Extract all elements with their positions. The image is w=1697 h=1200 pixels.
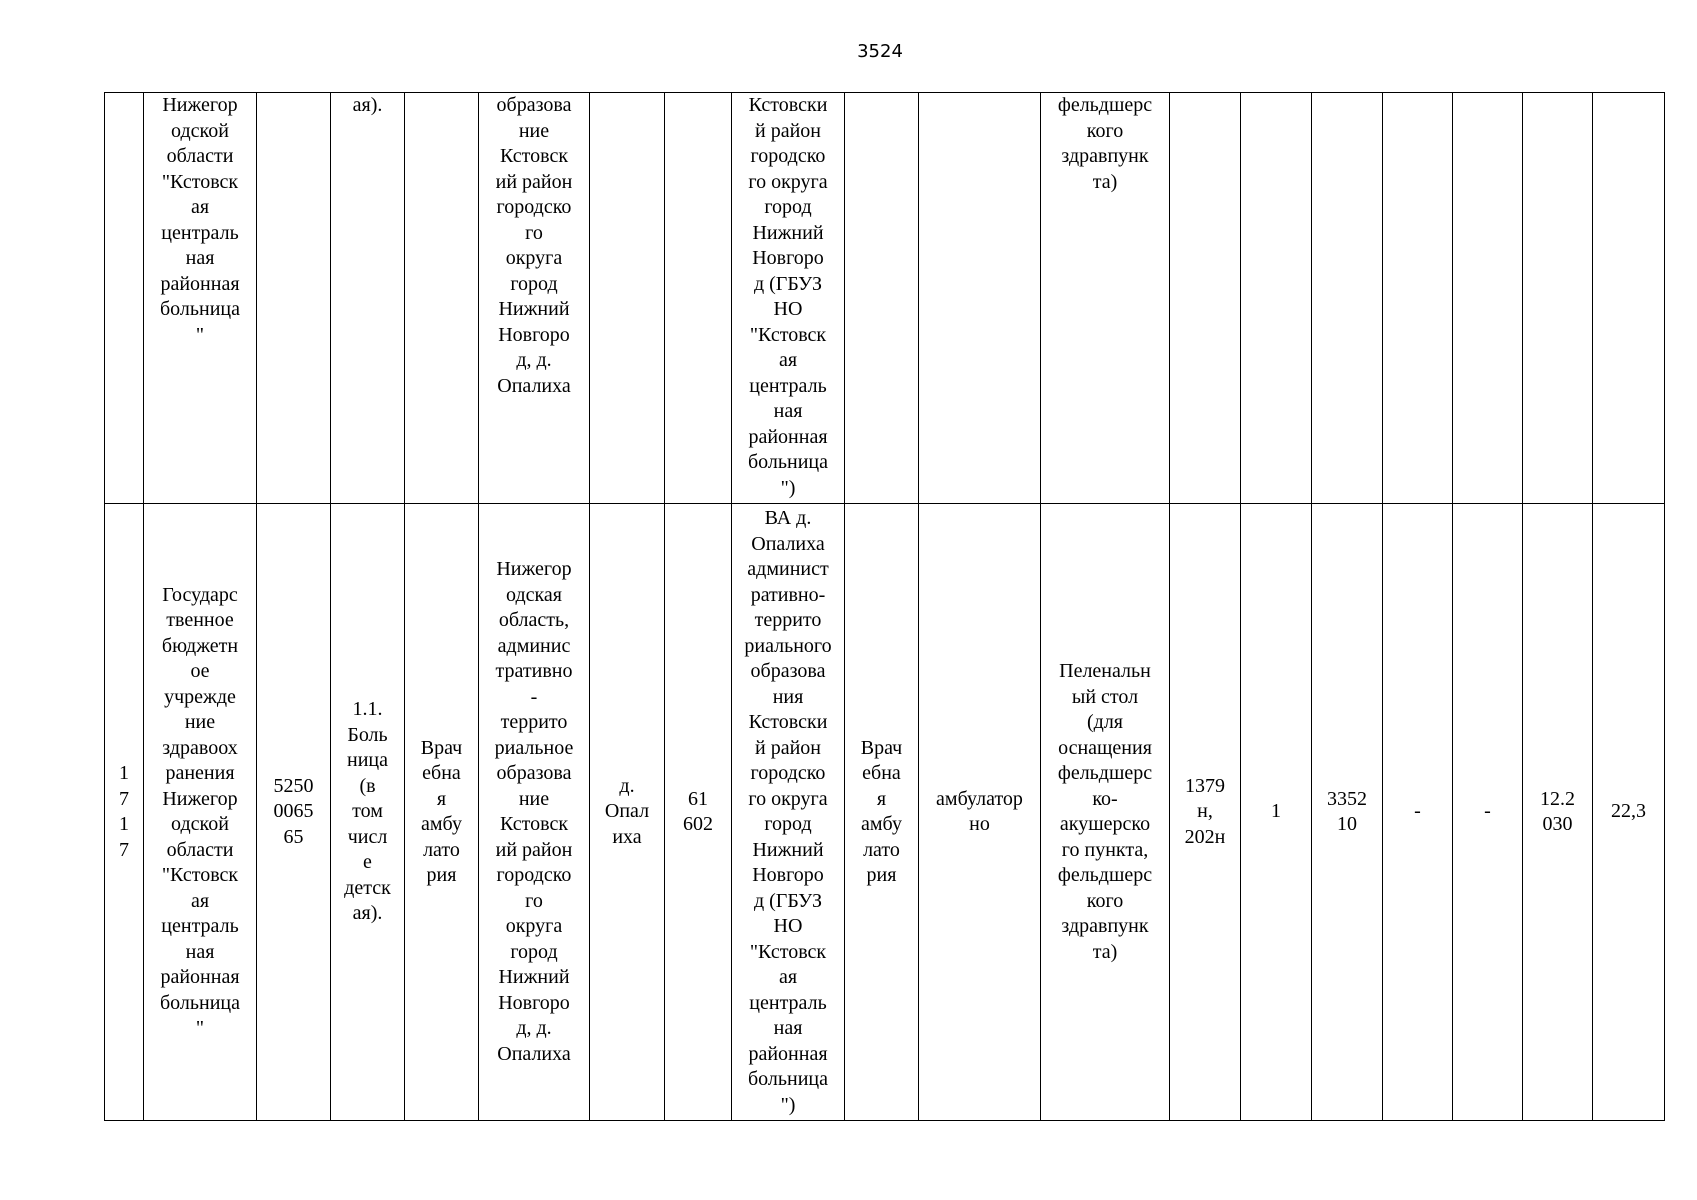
page-number: 3524	[857, 41, 903, 62]
cell-okpd-code: 3352 10	[1312, 504, 1383, 1121]
cell-facility-type: ая).	[331, 93, 405, 504]
cell-address: Нижегор одская область, админис тративно - террито риальное образова ние Кстовск ий район городско го округа город Нижний Новгоро д, д. Опалиха	[479, 504, 590, 1121]
cell-col-16: -	[1383, 504, 1453, 1121]
cell-col-17: -	[1453, 504, 1523, 1121]
cell-unit-type: Врач ебна я амбу лато рия	[405, 504, 479, 1121]
cell-date: 12.2 030	[1523, 504, 1593, 1121]
cell-equipment: Пеленальн ый стол (для оснащения фельдшерс ко- акушерско го пункта, фельдшерс кого здравпунк та)	[1041, 504, 1170, 1121]
cell-quantity	[1241, 93, 1312, 504]
cell-unit-profile	[845, 93, 919, 504]
cell-unit-type	[405, 93, 479, 504]
cell-order	[1170, 93, 1241, 504]
cell-code: 61 602	[665, 504, 732, 1121]
cell-number: 1 7 1 7	[105, 504, 144, 1121]
cell-unit-name: ВА д. Опалиха админист ративно- террито риального образова ния Кстовски й район городско го округа город Нижний Новгоро д (ГБУЗ НО "Кстовск ая централь ная районная больница ")	[732, 504, 845, 1121]
cell-care-form: амбулатор но	[919, 504, 1041, 1121]
cell-address: образова ние Кстовск ий район городско го округа город Нижний Новгоро д, д. Опалиха	[479, 93, 590, 504]
cell-equipment: фельдшерс кого здравпунк та)	[1041, 93, 1170, 504]
cell-code	[665, 93, 732, 504]
cell-organization: Государс твенное бюджетн ое учрежде ние здравоох ранения Нижегор одской области "Кстовск ая централь ная районная больница "	[144, 504, 257, 1121]
cell-unit-profile: Врач ебна я амбу лато рия	[845, 504, 919, 1121]
cell-order: 1379 н, 202н	[1170, 504, 1241, 1121]
cell-facility-type: 1.1. Боль ница (в том числ е детск ая).	[331, 504, 405, 1121]
cell-care-form	[919, 93, 1041, 504]
table-row	[105, 504, 1665, 1121]
cell-inn: 5250 0065 65	[257, 504, 331, 1121]
cell-locality: д. Опал иха	[590, 504, 665, 1121]
cell-amount	[1593, 93, 1665, 504]
cell-unit-name: Кстовски й район городско го округа город Нижний Новгоро д (ГБУЗ НО "Кстовск ая централь ная районная больница ")	[732, 93, 845, 504]
cell-col-17	[1453, 93, 1523, 504]
cell-number	[105, 93, 144, 504]
cell-inn	[257, 93, 331, 504]
data-table	[104, 92, 1665, 1121]
table-row	[105, 93, 1665, 504]
cell-quantity: 1	[1241, 504, 1312, 1121]
cell-okpd-code	[1312, 93, 1383, 504]
cell-locality	[590, 93, 665, 504]
cell-amount: 22,3	[1593, 504, 1665, 1121]
cell-col-16	[1383, 93, 1453, 504]
cell-date	[1523, 93, 1593, 504]
cell-organization: Нижегор одской области "Кстовск ая централь ная районная больница "	[144, 93, 257, 504]
